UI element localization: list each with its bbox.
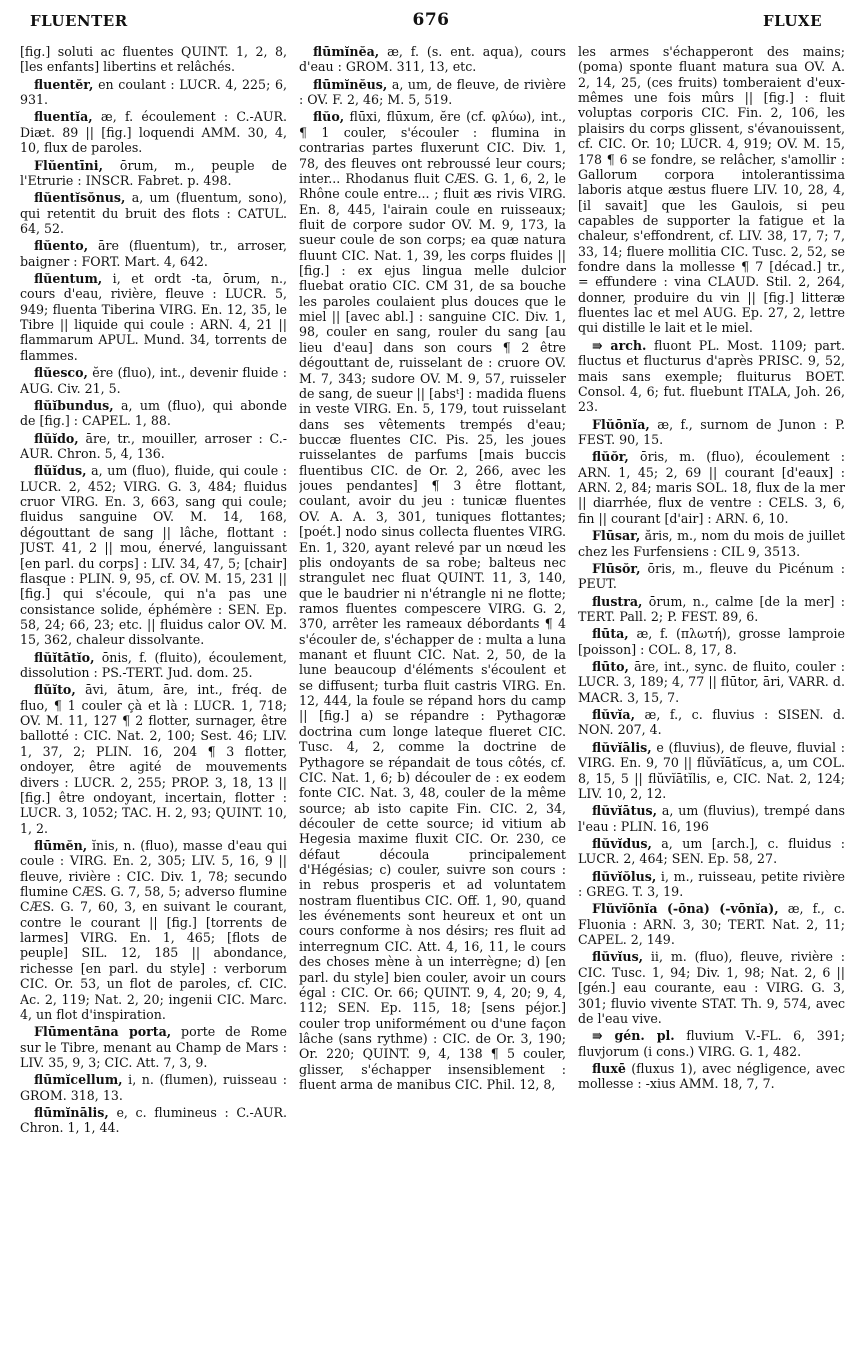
entry-headword: flūmĭnĕa, [313,44,380,59]
entry-definition: æ, f. (πλωτή), grosse lamproie [poisson] : COL. 8, 17, 8. [578,626,845,657]
entry-headword: flŭvĭālis, [592,739,652,755]
entry-definition: en coulant : LUCR. 4, 225; 6, 931. [20,76,287,108]
entry-definition: ōris, m. (fluo), écoulement : ARN. 1, 45; 2, 69 || courant [d'eaux] : ARN. 2, 84; maris SOL. 18, flux de la mer || diarrhée, flux de ventre : CELS. 3, 6, fin || courant [d'air] : ARN. 6, 10. [578,449,845,526]
entry-definition: a, um [arch.], c. fluidus : LUCR. 2, 464; SEN. Ep. 58, 27. [578,835,845,867]
dictionary-entry [20,238,287,269]
entry-definition: āvi, ātum, āre, int., fréq. de fluo, ¶ 1 couler çà et là : LUCR. 1, 718; OV. M. 11, 127 ¶ 2 flotter, surnager, être ballotté : CIC. Nat. 2, 100; Sest. 46; LIV. 1, 37, 2; PLIN. 16, 204 ¶ 3 flotter, ondoyer, être agité de mouvements divers : LUCR. 2, 255; PROP. 3, 18, 13 || [fig.] être ondoyant, incertain, flotter : LUCR. 3, 1052; TAC. H. 2, 93; QUINT. 10, 1, 2. [20,682,287,836]
entry-headword: flŭesco, [34,365,88,381]
entry-definition: āre (fluentum), tr., arroser, baigner : FORT. Mart. 4, 642. [20,238,287,269]
entry-headword: flustra, [592,593,643,609]
entry-definition: ōris, m., fleuve du Picénum : PEUT. [578,560,845,592]
entry-headword: ⇛ gén. pl. [592,1028,675,1044]
entry-headword: flŭvĭŏlus, [592,868,657,884]
dictionary-entry [578,594,845,625]
dictionary-entry [578,44,845,336]
entry-definition: a, um (fluentum, sono), qui retentit du bruit des flots : CATUL. 64, 52. [20,190,287,236]
entry-definition: a, um (fluo), qui abonde de [fig.] : CAPEL. 1, 88. [20,397,287,429]
entry-headword: flūto, [592,659,629,675]
entry-headword: flŭvĭātus, [592,803,658,819]
entry-headword: flŭo, [313,109,345,125]
entry-definition: æ, f., c. Fluonia : ARN. 3, 30; TERT. Nat. 2, 11; CAPEL. 2, 149. [578,901,845,948]
entry-definition: ĭnis, n. (fluo), masse d'eau qui coule : VIRG. En. 2, 305; LIV. 5, 16, 9 || fleuve, rivière : CIC. Div. 1, 78; secundo flumine CÆS. G. 7, 58, 5; adverso flumine CÆS. G. 7, 60, 3, en suivant le courant, contre le courant || [fig.] [torrents de larmes] VIRG. En. 1, 465; [flots de peuple] SIL. 12, 185 || abondance, richesse [en parl. du style] : verborum CIC. Or. 53, un flot de paroles, cf. CIC. Ac. 2, 119; Nat. 2, 20; ingenii CIC. Marc. 4, un flot d'inspiration. [20,837,287,1022]
entry-definition: ăris, m., nom du mois de juillet chez les Furfensiens : CIL 9, 3513. [578,528,845,559]
dictionary-entry [578,528,845,559]
entry-definition: e, c. flumineus : C.-AUR. Chron. 1, 1, 44. [20,1105,287,1136]
dictionary-entry [578,626,845,657]
columns [20,44,846,1356]
entry-headword: flūmĭcellum, [34,1072,123,1088]
column-3 [578,44,845,1356]
entry-headword: fluentĕr, [34,76,94,92]
entry-headword: Flŭōnĭa, [592,416,650,432]
dictionary-entry [578,740,845,801]
page-number: 676 [412,10,450,30]
entry-headword: flŭvĭus, [592,949,644,965]
entry-headword: fluxē [592,1061,626,1076]
dictionary-entry [20,398,287,429]
dictionary-entry [578,869,845,900]
dictionary-entry [20,190,287,236]
entry-definition: i, et ordt -ta, ōrum, n., cours d'eau, rivière, fleuve : LUCR. 5, 949; fluenta Tiberina VIRG. En. 12, 35, le Tibre || liquide qui coule : ARN. 4, 21 || flammarum APUL. Mund. 34, torrents de flammes. [20,271,287,363]
dictionary-entry [578,836,845,867]
entry-headword: Flŭvĭōnĭa (-ōna) (-vōnĭa), [592,901,779,917]
entry-headword: Flūmentāna porta, [34,1024,172,1040]
dictionary-entry [20,1105,287,1136]
dictionary-entry [20,682,287,836]
entry-definition: a, um (fluvius), trempé dans l'eau : PLIN. 16, 196 [578,803,845,834]
column-2 [299,44,566,1356]
entry-definition: fluont PL. Most. 1109; part. fluctus et flucturus d'après PRISC. 9, 52, mais sans exemple; fluiturus BOET. Consol. 4, 6; fut. fluebunt ITALA, Joh. 26, 23. [578,337,845,415]
entry-headword: flūmĕn, [34,837,88,853]
dictionary-entry [20,158,287,189]
entry-definition: ĕre (fluo), int., devenir fluide : AUG. Civ. 21, 5. [20,365,287,396]
dictionary-entry [20,44,287,75]
dictionary-entry [578,659,845,705]
entry-headword: flŭŏr, [592,449,629,465]
dictionary-entry [578,1061,845,1092]
dictionary-entry [20,365,287,396]
dictionary-entry [578,707,845,738]
entry-definition: flūxi, flūxum, ĕre (cf. φλύω), int., ¶ 1 couler, s'écouler : flumina in contrarias partes fluxerunt CIC. Div. 1, 78, des fleuves ont rebroussé leur cours; inter... Rhodanus fluit CÆS. G. 1, 6, 2, le Rhône coule entre... ; fluit æs rivis VIRG. En. 8, 445, l'airain coule en ruisseaux; fluit de corpore sudor OV. M. 9, 173, la sueur coule de son corps; ea quæ natura fluunt CIC. Nat. 1, 39, les corps fluides || [fig.] : ex ejus lingua melle dulcior fluebat oratio CIC. CM 31, de sa bouche les paroles coulaient plus douces que le miel || [avec abl.] : sanguine CIC. Div. 1, 98, couler en sang, rouler du sang [au lieu d'eau] dans son cours ¶ 2 être dégouttant de, ruisselant de : cruore OV. M. 7, 343; sudore OV. M. 9, 57, ruisseler de sang, de sueur || [absᵗ] : madida fluens in veste VIRG. En. 5, 179, tout ruisselant dans ses vêtements trempés d'eau; buccæ fluentes CIC. Pis. 25, les joues ruisselantes de parfums [mais buccis fluentibus CIC. de Or. 2, 266, avec les joues pendantes] ¶ 3 être flottant, coulant, avoir du jeu : tunicæ fluentes OV. A. A. 3, 301, tuniques flottantes; [poét.] nodo sinus collecta fluentes VIRG. En. 1, 320, ayant relevé par un nœud les plis ondoyants de sa robe; balteus nec strangulet nec fluat QUINT. 11, 3, 140, que le baudrier ni n'étrangle ni ne flotte; ramos fluentes compescere VIRG. G. 2, 370, arrêter les rameaux débordants ¶ 4 s'écouler de, s'échapper de : multa a luna manant et fluunt CIC. Nat. 2, 50, de la lune beaucoup d'éléments s'écoulent et se diffusent; turba fluit castris VIRG. En. 12, 444, la foule se répand hors du camp || [fig.] a) se répandre : Pythagoræ doctrina cum longe lateque flueret CIC. Tusc. 4, 2, comme la doctrine de Pythagore se répandait de tous côtés, cf. CIC. Nat. 1, 6; b) découler de : ex eodem fonte CIC. Nat. 3, 48, couler de la même source; ab isto capite Fin. CIC. 2, 34, découler de cette source; id vitium ab Hegesia maxime fluxit CIC. Or. 230, ce défaut découla principalement d'Hégésias; c) couler, suivre son cours : in rebus prosperis et ad voluntatem nostram fluentibus CIC. Off. 1, 90, quand les événements sont heureux et ont un cours conforme à nos désirs; res fluit ad interregnum CIC. Att. 4, 16, 11, le cours des choses mène à un interrègne; d) [en parl. du style] bien couler, avoir un cours égal : CIC. Or. 66; QUINT. 9, 4, 20; 9, 4, 112; SEN. Ep. 115, 18; [sens péjor.] couler trop uniformément ou d'une façon lâche (sans rythme) : CIC. de Or. 3, 190; Or. 220; QUINT. 9, 4, 138 ¶ 5 couler, glisser, s'échapper insensiblement : fluent arma de manibus CIC. Phil. 12, 8, [299,109,566,1093]
entry-headword: ⇛ arch. [592,337,647,353]
entry-headword: flŭĭbundus, [34,397,114,413]
entry-headword: Flūsar, [592,528,641,544]
entry-headword: flŭentĭsŏnus, [34,190,126,206]
dictionary-entry [20,463,287,647]
entry-headword: flūmĭnĕus, [313,76,388,92]
entry-definition: æ, f. écoulement : C.-AUR. Diæt. 89 || [fig.] loquendi AMM. 30, 4, 10, flux de paroles. [20,109,287,156]
dictionary-entry [578,901,845,947]
entry-headword: flŭĭtātĭo, [34,649,95,665]
dictionary-entry [578,338,845,415]
entry-definition: āre, int., sync. de fluito, couler : LUCR. 3, 189; 4, 77 || flūtor, āri, VARR. d. MACR. 3, 15, 7. [578,659,845,705]
dictionary-entry [299,109,566,1092]
dictionary-entry [20,1072,287,1103]
entry-definition: les armes s'échapperont des mains; (poma) sponte fluant matura sua OV. A. 2, 14, 25, (ces fruits) tomberaient d'eux-mêmes une fois mûrs || [fig.] : fluit voluptas corporis CIC. Fin. 2, 106, les plaisirs du corps glissent, s'évanouissent, cf. CIC. Or. 10; LUCR. 4, 919; OV. M. 15, 178 ¶ 6 se fondre, se relâcher, s'amollir : Gallorum corpora intolerantissima laboris atque æstus fluere LIV. 10, 28, 4, [il savait] que les Gaulois, si peu capables de supporter la fatigue et la chaleur, s'effondrent, cf. LIV. 38, 17, 7; 7, 33, 14; fluere mollitia CIC. Tusc. 2, 52, se fondre dans la mollesse ¶ 7 [décad.] tr., = effundere : vina CLAUD. Stil. 2, 264, donner, produire du vin || [fig.] litteræ fluentes lac et mel AUG. Ep. 27, 2, lettre qui distille le lait et le miel. [578,44,845,336]
entry-definition: [fig.] soluti ac fluentes QUINT. 1, 2, 8, [les enfants] libertins et relâchés. [20,44,287,75]
entry-definition: āre, tr., mouiller, arroser : C.-AUR. Chron. 5, 4, 136. [20,430,287,461]
entry-definition: i, m., ruisseau, petite rivière : GREG. T. 3, 19. [578,868,845,900]
dictionary-entry [20,838,287,1022]
dictionary-entry [299,77,566,108]
dictionary-entry [578,949,845,1026]
dictionary-entry [578,561,845,592]
dictionary-entry [20,77,287,108]
entry-headword: Flūsŏr, [592,560,641,576]
entry-headword: fluentĭa, [34,109,93,125]
entry-definition: fluvium V.-FL. 6, 391; fluvjorum (i cons.) VIRG. G. 1, 482. [578,1028,845,1059]
dictionary-entry [578,1028,845,1059]
header-last-word: FLUXE [762,12,822,30]
entry-definition: (fluxus 1), avec négligence, avec mollesse : -xius AMM. 18, 7, 7. [578,1061,845,1092]
dictionary-entry [299,44,566,75]
page-header [0,6,862,34]
entry-headword: flūta, [592,626,629,642]
entry-definition: ōrum, n., calme [de la mer] : TERT. Pall. 2; P. FEST. 89, 6. [578,593,845,624]
dictionary-entry [578,449,845,526]
entry-headword: flŭvĭa, [592,707,635,723]
entry-definition: porte de Rome sur le Tibre, menant au Champ de Mars : LIV. 35, 9, 3; CIC. Att. 7, 3, 9. [20,1024,287,1070]
entry-headword: flūmĭnālis, [34,1105,109,1121]
dictionary-entry [20,1024,287,1070]
entry-headword: flŭento, [34,238,89,254]
entry-definition: ōrum, m., peuple de l'Etrurie : INSCR. Fabret. p. 498. [20,157,287,188]
dictionary-entry [578,417,845,448]
entry-headword: flŭĭto, [34,682,76,698]
column-1 [20,44,287,1356]
entry-definition: æ, f., surnom de Junon : P. FEST. 90, 15. [578,416,845,447]
entry-headword: flŭvĭdus, [592,835,652,851]
dictionary-entry [20,271,287,363]
entry-headword: flŭentum, [34,271,103,287]
entry-definition: i, n. (flumen), ruisseau : GROM. 318, 13. [20,1072,287,1103]
entry-definition: a, um, de fleuve, de rivière : OV. F. 2, 46; M. 5, 519. [299,76,566,108]
dictionary-entry [578,803,845,834]
entry-headword: flŭĭdus, [34,463,87,479]
entry-headword: flŭĭdo, [34,430,79,446]
entry-definition: ōnis, f. (fluito), écoulement, dissolution : PS.-TERT. Jud. dom. 25. [20,649,287,681]
entry-definition: æ, f. (s. ent. aqua), cours d'eau : GROM. 311, 13, etc. [299,44,566,75]
entry-definition: e (fluvius), de fleuve, fluvial : VIRG. En. 9, 70 || flŭvĭātĭcus, a, um COL. 8, 15, 5 || flŭvĭātĭlis, e, CIC. Nat. 2, 124; LIV. 10, 2, 12. [578,739,845,801]
dictionary-entry [20,650,287,681]
dictionary-entry [20,109,287,155]
dictionary-entry [20,431,287,462]
header-first-word: FLUENTER [30,12,128,30]
entry-definition: æ, f., c. fluvius : SISEN. d. NON. 207, 4. [578,707,845,738]
entry-definition: a, um (fluo), fluide, qui coule : LUCR. 2, 452; VIRG. G. 3, 484; fluidus cruor VIRG. En. 3, 663, sang qui coule; fluidus sanguine OV. M. 14, 168, dégouttant de sang || lâche, flottant : JUST. 41, 2 || mou, énervé, languissant [en parl. du corps] : LIV. 34, 47, 5; [chair] flasque : PLIN. 9, 95, cf. OV. M. 15, 231 || [fig.] qui s'écoule, qui n'a pas une consistance solide, éphémère : SEN. Ep. 58, 24; 66, 23; etc. || fluidus calor OV. M. 15, 362, chaleur dissolvante. [20,463,287,648]
entry-definition: ii, m. (fluo), fleuve, rivière : CIC. Tusc. 1, 94; Div. 1, 98; Nat. 2, 6 || [gén.] eau courante, eau : VIRG. G. 3, 301; fluvio vivente STAT. Th. 9, 574, avec de l'eau vive. [578,949,845,1026]
entry-headword: Flŭentīni, [34,157,103,173]
